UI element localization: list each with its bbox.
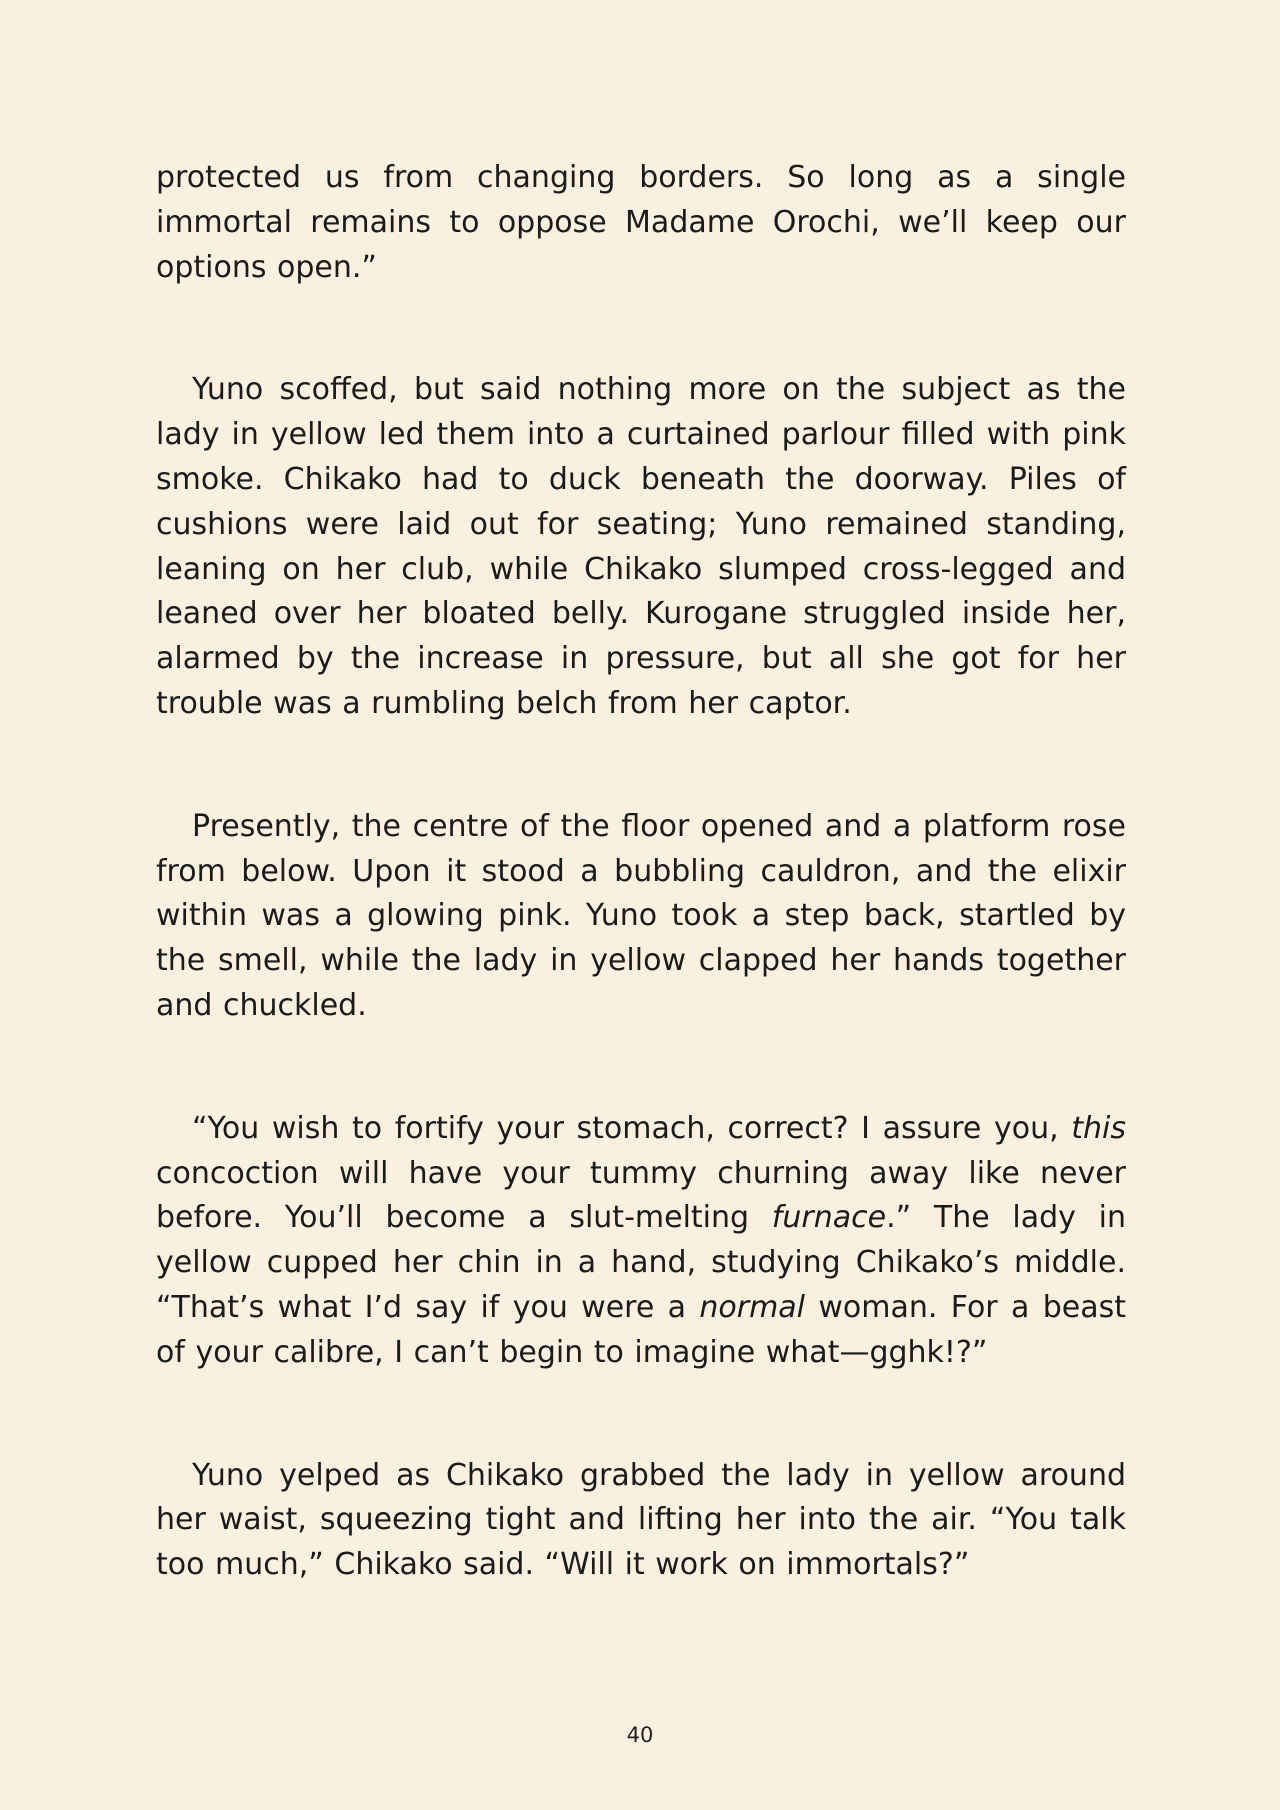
paragraph-4-text-4: woman. For a beast of your calibre, I can’t begin to imagine what—gghk!?”	[156, 1289, 1126, 1370]
paragraph-2: Yuno scoffed, but said nothing more on the subject as the lady in yellow led them into a curtained parlour filled with pink smoke. Chikako had to duck beneath the doorway. Piles of cushions were laid out for seating; Yuno remained standing, leaning on her club, while Chikako slumped cross-legged and leaned over her bloated belly. Kurogane struggled inside her, alarmed by the increase in pressure, but all she got for her trouble was a rumbling belch from her captor.	[156, 372, 1126, 721]
paragraph-4-text-3: .” The lady in yellow cupped her chin in a hand, studying Chikako’s middle. “That’s what I’d say if you were a	[156, 1200, 1126, 1325]
page-number: 40	[626, 1723, 654, 1747]
paragraph-4-text-2: concoction will have your tummy churning away like never before. You’ll become a slut-melting	[156, 1155, 1126, 1236]
paragraph-4	[156, 1107, 1126, 1376]
paragraph-4-emphasis-2: furnace	[771, 1200, 887, 1236]
paragraph-3: Presently, the centre of the floor opened and a platform rose from below. Upon it stood a bubbling cauldron, and the elixir within was a glowing pink. Yuno took a step back, startled by the smell, while the lady in yellow clapped her hands together and chuckled.	[156, 808, 1126, 1023]
page-body	[156, 156, 1126, 1588]
paragraph-5: Yuno yelped as Chikako grabbed the lady in yellow around her waist, squeezing tight and lifting her into the air. “You talk too much,” Chikako said. “Will it work on immortals?”	[156, 1457, 1126, 1583]
paragraph-1: protected us from changing borders. So long as a single immortal remains to oppose Madame Orochi, we’ll keep our options open.”	[156, 160, 1126, 285]
paragraph-4-emphasis-1: this	[1071, 1110, 1126, 1146]
paragraph-4-emphasis-3: normal	[699, 1289, 806, 1325]
paragraph-4-text-1: “You wish to fortify your stomach, correct? I assure you,	[192, 1110, 1072, 1146]
